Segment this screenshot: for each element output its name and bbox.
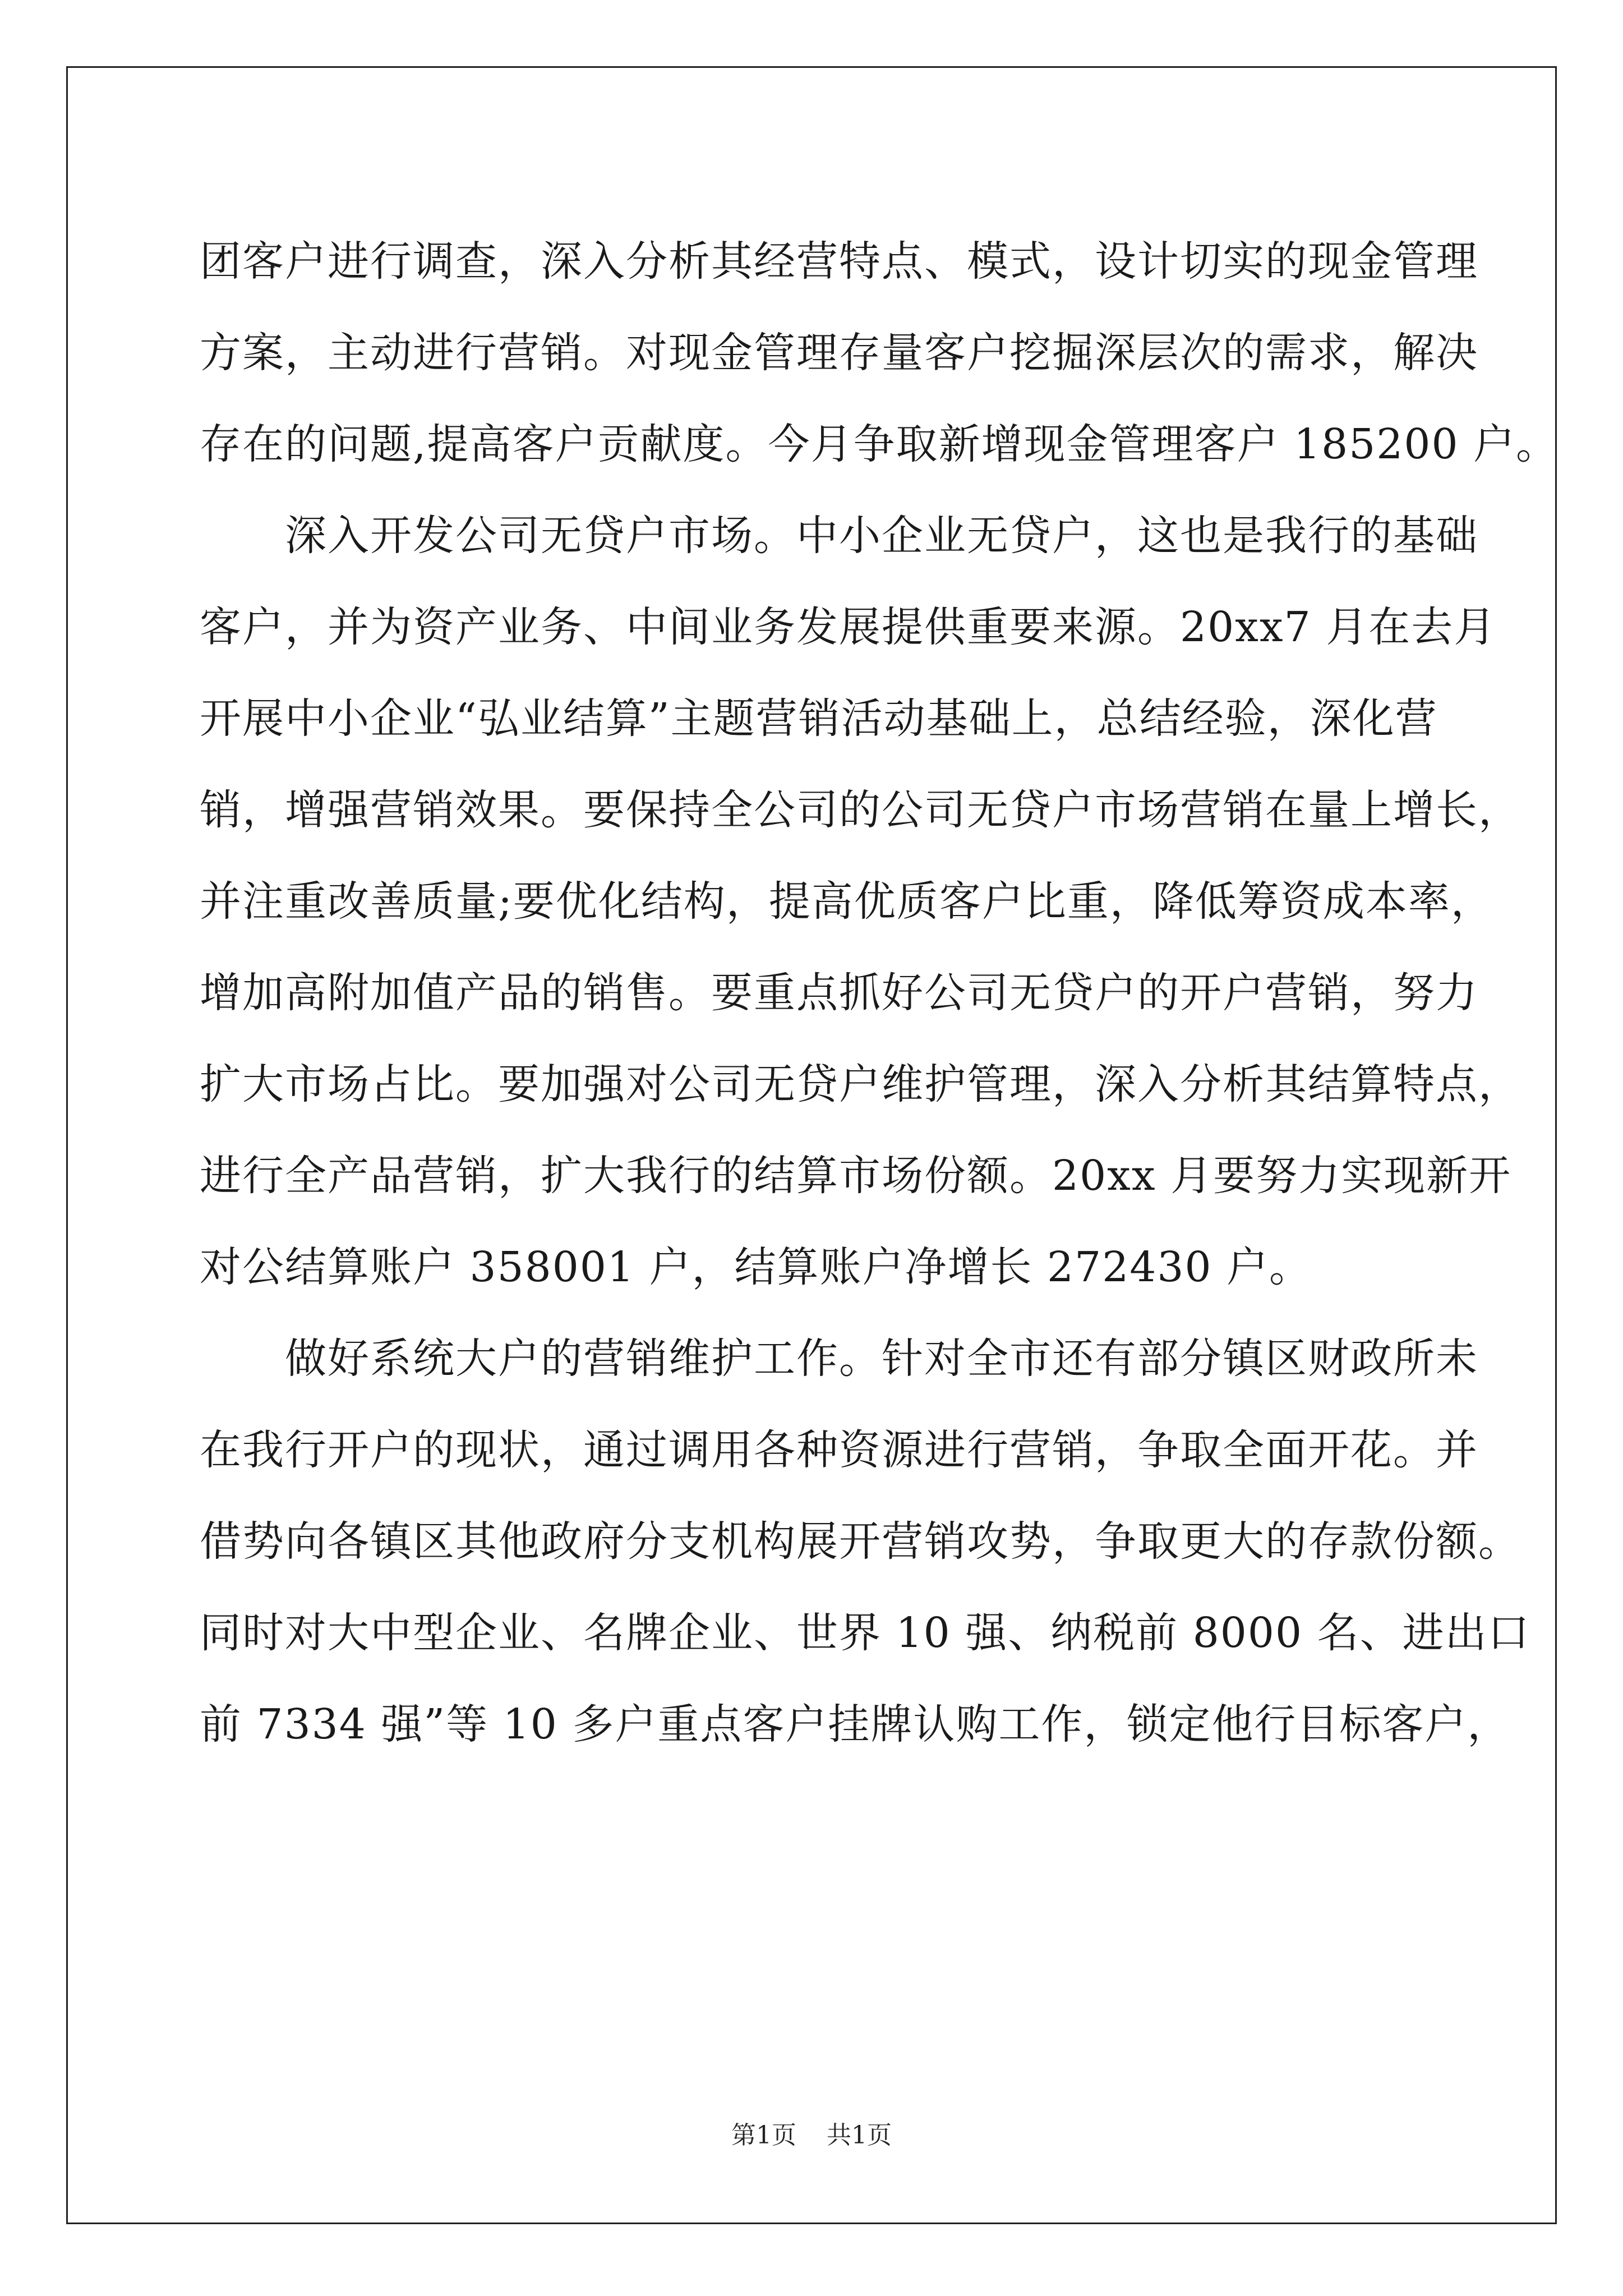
text-line: 同时对大中型企业、名牌企业、世界 10 强、纳税前 8000 名、进出口 [200,1609,1530,1657]
text-line: 开展中小企业“弘业结算”主题营销活动基础上，总结经验，深化营 [200,694,1438,743]
page-footer [0,2115,1623,2151]
page-number-current: 第1页 [731,2121,796,2150]
text-line: 借势向各镇区其他政府分支机构展开营销攻势，争取更大的存款份额。 [200,1517,1521,1566]
text-line: 存在的问题,提高客户贡献度。今月争取新增现金管理客户 185200 户。 [200,420,1559,468]
text-line: 扩大市场占比。要加强对公司无贷户维护管理，深入分析其结算特点， [200,1060,1521,1108]
text-line: 对公结算账户 358001 户，结算账户净增长 272430 户。 [200,1243,1312,1291]
text-line: 客户，并为资产业务、中间业务发展提供重要来源。20xx7 月在去月 [200,603,1497,651]
page-number-total: 共1页 [827,2121,892,2150]
text-line: 销，增强营销效果。要保持全公司的公司无贷户市场营销在量上增长， [200,786,1521,834]
text-line: 前 7334 强”等 10 多户重点客户挂牌认购工作，锁定他行目标客户， [200,1700,1510,1749]
text-line: 在我行开户的现状，通过调用各种资源进行营销，争取全面开花。并 [200,1426,1478,1474]
paragraph-start-line: 深入开发公司无贷户市场。中小企业无贷户，这也是我行的基础 [200,512,1478,560]
document-body [200,216,1559,1770]
text-line: 增加高附加值产品的销售。要重点抓好公司无贷户的开户营销，努力 [200,969,1478,1017]
paragraph-start-line: 做好系统大户的营销维护工作。针对全市还有部分镇区财政所未 [200,1335,1478,1383]
text-line: 并注重改善质量;要优化结构，提高优质客户比重，降低筹资成本率， [200,877,1493,926]
text-line: 团客户进行调查，深入分析其经营特点、模式，设计切实的现金管理 [200,237,1478,286]
text-line: 进行全产品营销，扩大我行的结算市场份额。20xx 月要努力实现新开 [200,1152,1512,1200]
text-line: 方案，主动进行营销。对现金管理存量客户挖掘深层次的需求，解决 [200,329,1478,377]
